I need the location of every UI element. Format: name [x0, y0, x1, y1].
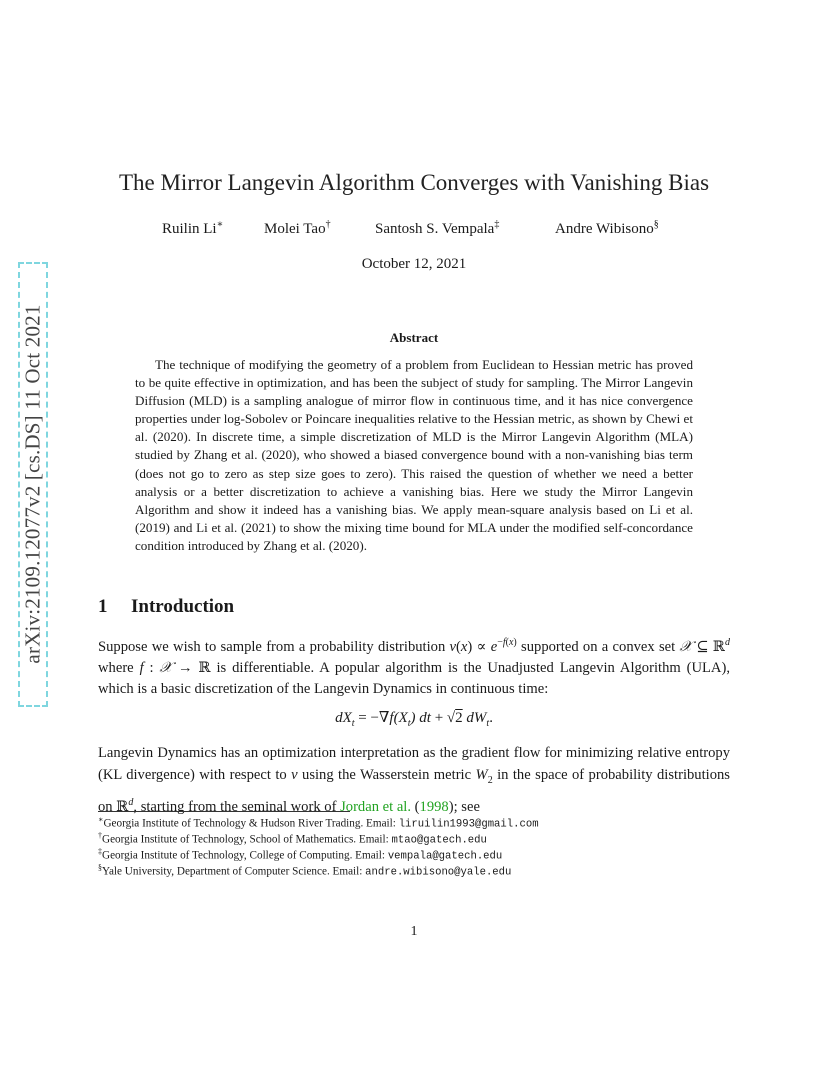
author-mark: § — [653, 219, 659, 230]
footnote-rule — [98, 811, 350, 812]
para-text: in the space of probability distributions on — [98, 767, 730, 815]
author-name: Molei Tao — [264, 221, 326, 237]
footnote-text: Georgia Institute of Technology, College of Computing. Email: — [102, 849, 388, 862]
footnote — [98, 815, 539, 831]
footnote-text: Georgia Institute of Technology, School of Mathematics. Email: — [102, 833, 392, 846]
paper-date: October 12, 2021 — [361, 256, 467, 272]
para-text: Langevin Dynamics has an optimization interpretation as the gradient flow for minimizing relative entropy (KL divergence) with respect to — [98, 745, 730, 783]
para-text: , starting from the seminal work of — [133, 798, 341, 815]
footnote-email[interactable]: vempala@gatech.edu — [387, 850, 503, 863]
arxiv-identifier[interactable]: arXiv:2109.12077v2 [cs.DS] 11 Oct 2021 — [20, 304, 45, 664]
author — [555, 219, 659, 238]
footnote-mark: § — [98, 863, 102, 872]
footnote — [98, 847, 502, 863]
author-name: Ruilin Li — [162, 221, 217, 237]
footnote-mark: † — [98, 831, 102, 840]
footnote-text: Yale University, Department of Computer Science. Email: — [102, 865, 366, 878]
para-text: where — [98, 659, 140, 676]
footnote-email[interactable]: mtao@gatech.edu — [391, 834, 487, 847]
author-name: Andre Wibisono — [555, 221, 654, 237]
citation-link-author[interactable]: Jordan et al. — [340, 798, 412, 815]
abstract-heading: Abstract — [389, 330, 439, 345]
citation-link-year[interactable]: 1998 — [419, 798, 449, 815]
intro-paragraph-2: Langevin Dynamics has an optimization interpretation as the gradient flow for minimizing relative entropy (KL divergence) with respect to ν using the Wasserstein metric $W_2$ in the space of probability distributions on ℝ$^d$, starting from the seminal work of Jordan et al. (1998); see — [98, 745, 730, 815]
author-mark: † — [325, 219, 331, 230]
author — [162, 219, 223, 238]
intro-paragraph-1: Suppose we wish to sample from a probability distribution $\nu(x) \propto e^{-f(x)}$ supported on a convex set 𝒳 ⊆ ℝ$^d$ where f : 𝒳 → ℝ is differentiable. A popular algorithm is the Unadjusted Langevin Algorithm (ULA), which is a basic discretization of the Langevin Dynamics in continuous time: — [98, 637, 731, 697]
author-mark: ‡ — [494, 219, 500, 230]
footnote-text: Georgia Institute of Technology & Hudson River Trading. Email: — [103, 817, 399, 830]
author — [264, 219, 331, 238]
author-mark: ∗ — [216, 219, 224, 230]
para-text: Suppose we wish to sample from a probability distribution — [98, 638, 450, 655]
footnote-mark: ‡ — [98, 847, 102, 856]
footnote — [98, 863, 511, 879]
author — [375, 219, 499, 238]
abstract-text: The technique of modifying the geometry of a problem from Euclidean to Hessian metric has proved to be quite effective in optimization, and has been the subject of study for sampling. The Mirror Langevin Diffusion (MLD) is a sampling analogue of mirror flow in continuous time, and it has nice convergence properties under log-Sobolev or Poincare inequalities relative to the Hessian metric, as shown by Chewi et al. (2020). In discrete time, a simple discretization of MLD is the Mirror Langevin Algorithm (MLA) studied by Zhang et al. (2020), who showed a biased convergence bound with a non-vanishing bias term (does not go to zero as step size goes to zero). This raised the question of whether we need a better analysis or a better discretization to achieve a vanishing bias. Here we study the Mirror Langevin Algorithm and show it indeed has a vanishing bias. We apply mean-square analysis based on Li et al. (2019) and Li et al. (2021) to show the mixing time bound for MLA under the modified self-concordance condition introduced by Zhang et al. (2020). — [135, 357, 693, 553]
footnote-email[interactable]: liruilin1993@gmail.com — [398, 818, 539, 831]
para-text: is differentiable. A popular algorithm is the Unadjusted Langevin Algorithm (ULA), which is a basic discretization of the Langevin Dynamics in continuous time: — [98, 659, 730, 697]
langevin-equation: $dX_t = -\nabla f(X_t)$ dt + √2 $dW_t$. — [335, 710, 493, 729]
para-text: using the Wasserstein metric — [297, 767, 476, 783]
section-heading — [98, 596, 234, 618]
paper-title: The Mirror Langevin Algorithm Converges with Vanishing Bias — [118, 170, 710, 195]
section-number: 1 — [98, 596, 108, 617]
footnote-mark: ∗ — [98, 815, 104, 824]
para-text: supported on a convex set — [516, 638, 680, 655]
page-number: 1 — [410, 924, 418, 939]
para-text: ; see — [453, 798, 480, 815]
footnote — [98, 831, 487, 847]
section-title: Introduction — [131, 596, 235, 617]
footnote-email[interactable]: andre.wibisono@yale.edu — [365, 866, 512, 879]
author-name: Santosh S. Vempala — [375, 221, 495, 237]
